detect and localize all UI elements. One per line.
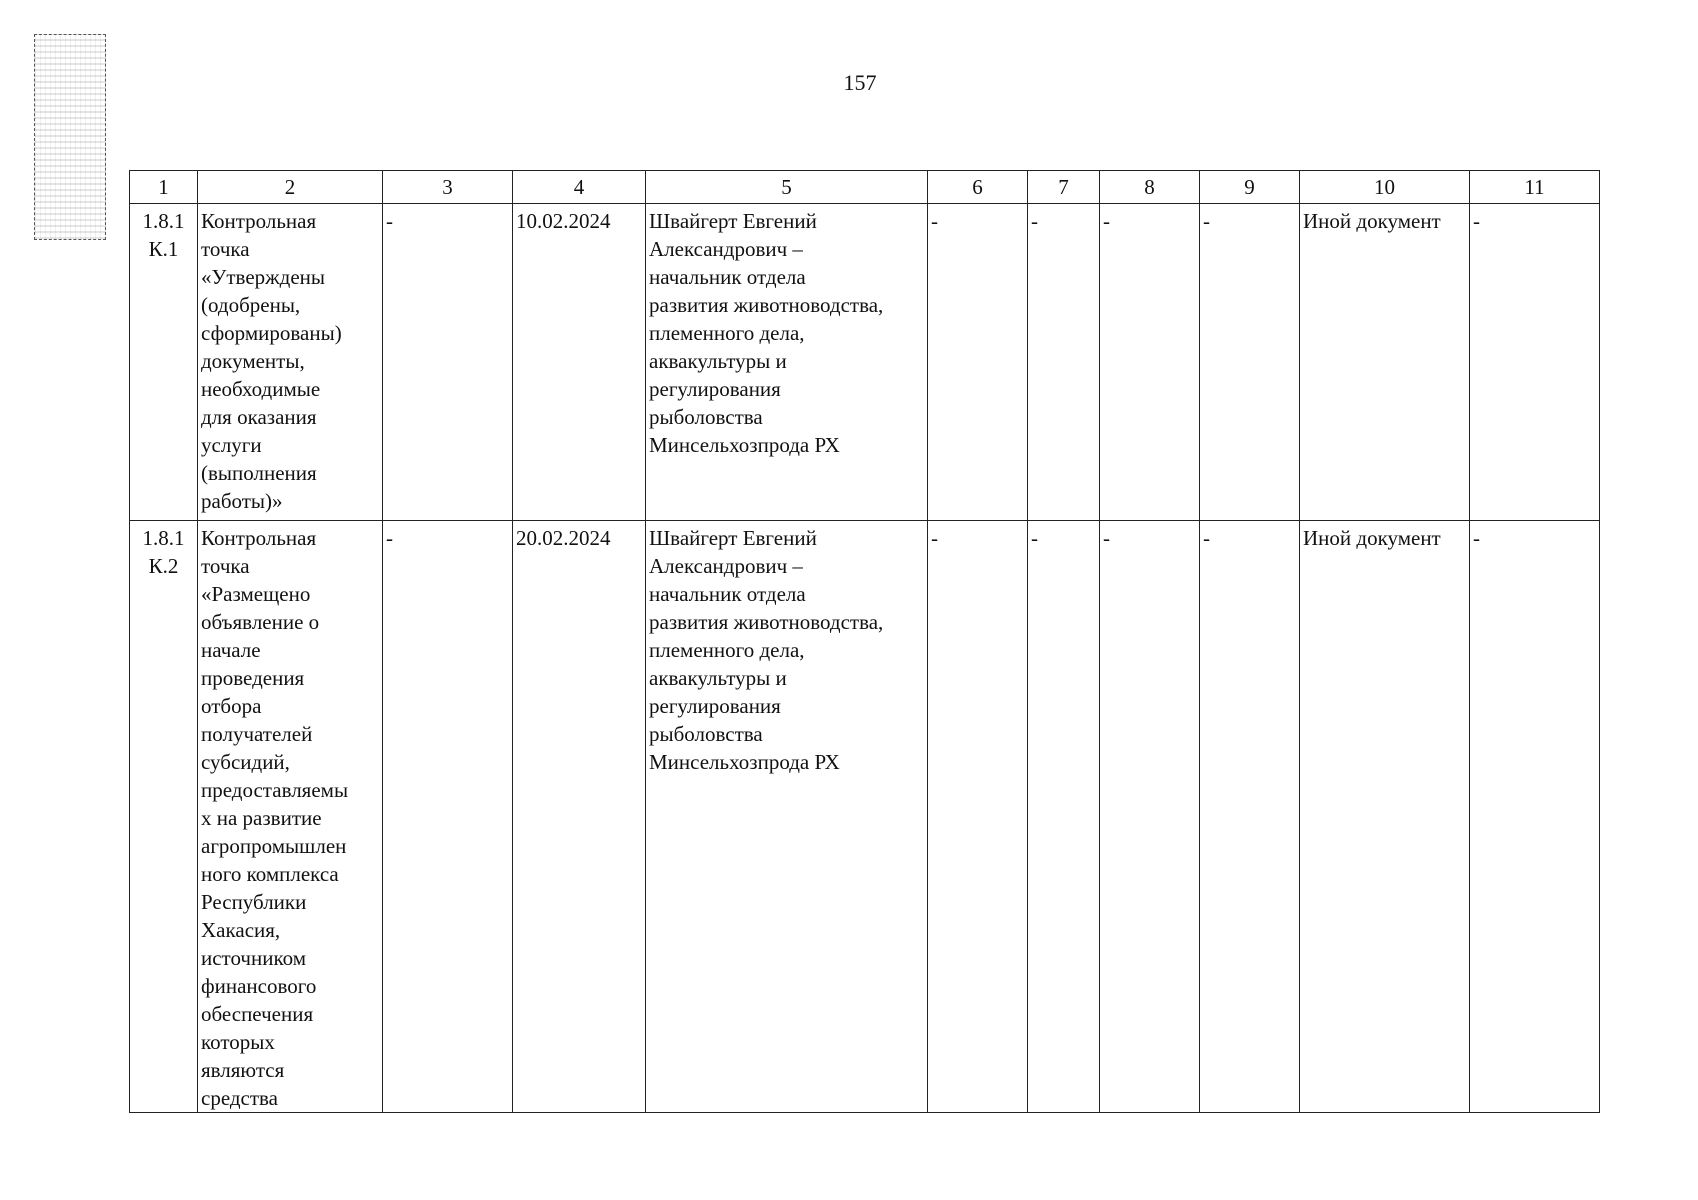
table-cell: -	[1028, 521, 1100, 1113]
column-header: 10	[1300, 171, 1470, 204]
date-cell: 20.02.2024	[513, 521, 646, 1113]
column-header: 4	[513, 171, 646, 204]
document-type-cell: Иной документ	[1300, 521, 1470, 1113]
column-header: 6	[928, 171, 1028, 204]
table-cell: -	[928, 521, 1028, 1113]
responsible-person-cell: Швайгерт Евгений Александрович – начальник отдела развития животноводства, племенного дела, аквакультуры и регулирования рыболовства Минсельхозпрода РХ	[646, 204, 928, 521]
table-cell: -	[383, 204, 513, 521]
table-cell: -	[1200, 521, 1300, 1113]
table-header-row	[130, 171, 1600, 204]
table-cell: -	[928, 204, 1028, 521]
table-cell: -	[1100, 204, 1200, 521]
date-cell: 10.02.2024	[513, 204, 646, 521]
table-row	[130, 204, 1600, 521]
row-number-cell: 1.8.1 К.2	[130, 521, 198, 1113]
column-header: 1	[130, 171, 198, 204]
table-row	[130, 521, 1600, 1113]
table-cell: -	[1028, 204, 1100, 521]
column-header: 9	[1200, 171, 1300, 204]
table-cell: -	[1470, 204, 1600, 521]
control-point-cell: Контрольная точка «Утверждены (одобрены, сформированы) документы, необходимые для оказания услуги (выполнения работы)»	[198, 204, 383, 521]
table-cell: -	[1200, 204, 1300, 521]
page-number: 157	[843, 70, 877, 95]
column-header: 5	[646, 171, 928, 204]
column-header: 3	[383, 171, 513, 204]
table-cell: -	[1470, 521, 1600, 1113]
column-header: 11	[1470, 171, 1600, 204]
column-header: 7	[1028, 171, 1100, 204]
document-table	[129, 170, 1600, 1113]
registration-stamp	[34, 34, 106, 240]
document-type-cell: Иной документ	[1300, 204, 1470, 521]
column-header: 8	[1100, 171, 1200, 204]
table-cell: -	[1100, 521, 1200, 1113]
row-number-cell: 1.8.1 К.1	[130, 204, 198, 521]
responsible-person-cell: Швайгерт Евгений Александрович – начальник отдела развития животноводства, племенного дела, аквакультуры и регулирования рыболовства Минсельхозпрода РХ	[646, 521, 928, 1113]
column-header: 2	[198, 171, 383, 204]
control-point-cell: Контрольная точка «Размещено объявление о начале проведения отбора получателей субсидий, предоставляемы х на развитие агропромышлен ного комплекса Республики Хакасия, источником финансового обеспечения которых являются средства	[198, 521, 383, 1113]
table-cell: -	[383, 521, 513, 1113]
